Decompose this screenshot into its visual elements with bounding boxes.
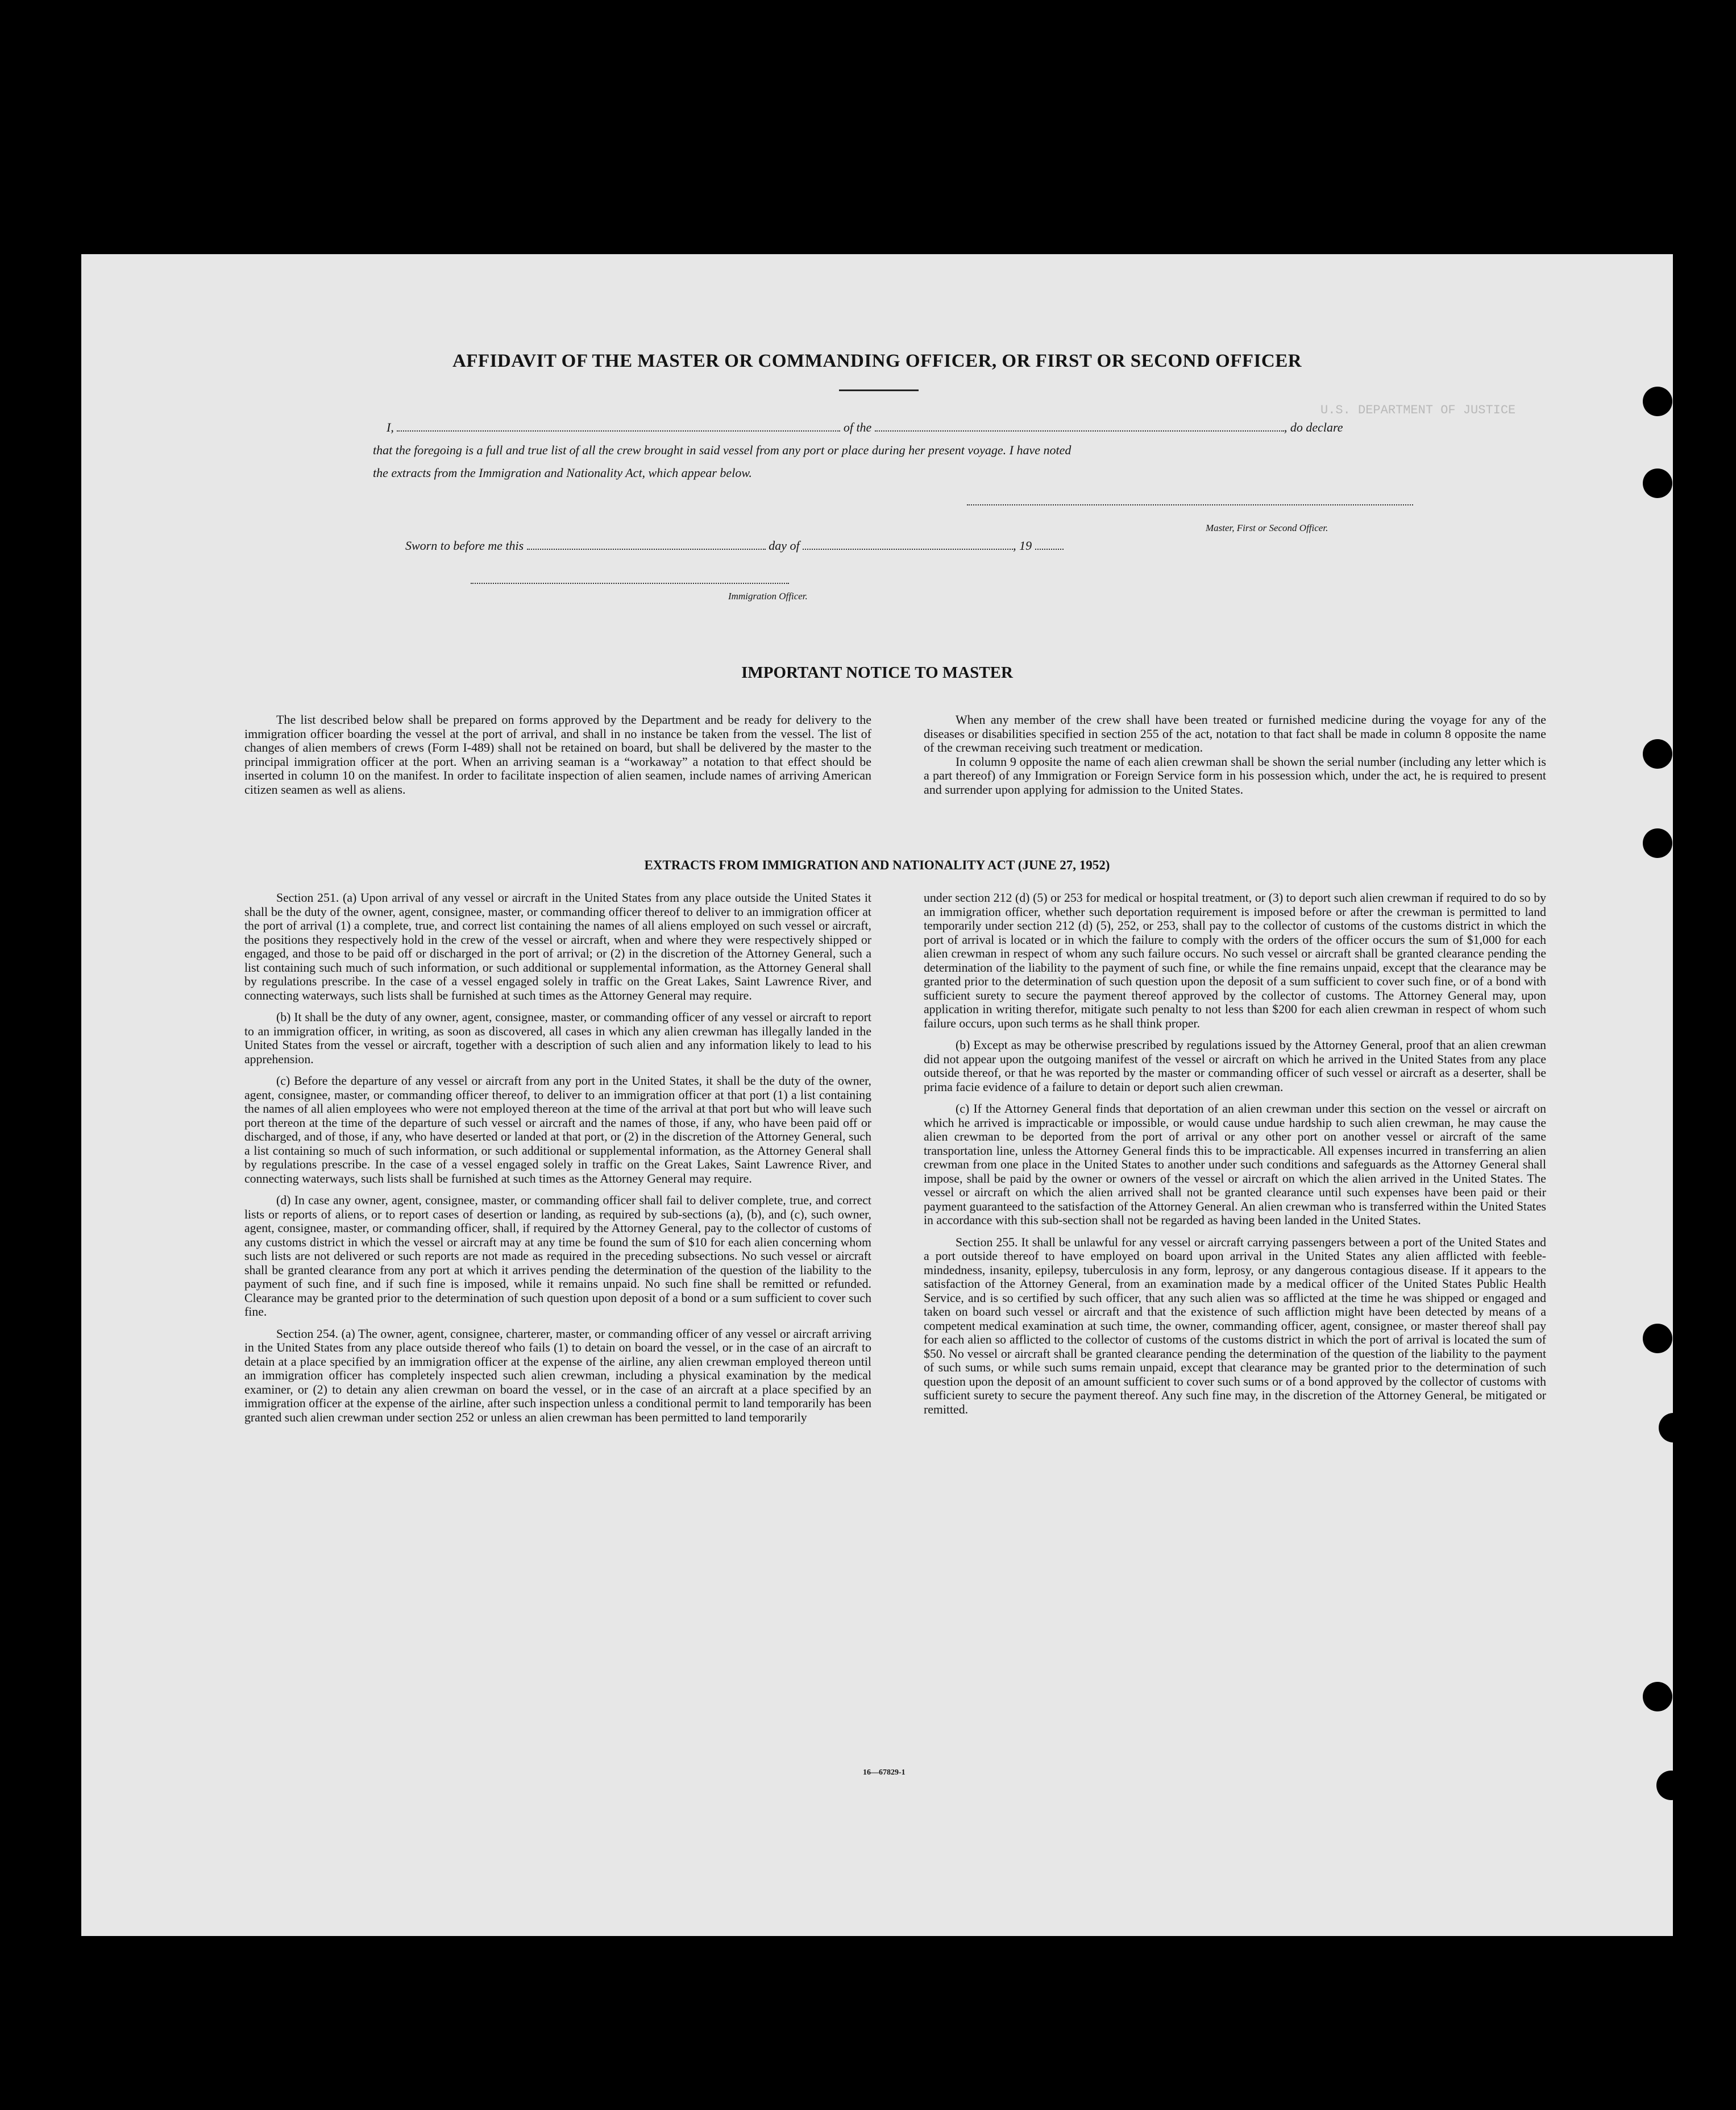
binder-hole — [1643, 828, 1672, 858]
notice-right-column — [924, 713, 1546, 797]
notice-title: IMPORTANT NOTICE TO MASTER — [741, 664, 1013, 682]
binder-hole — [1656, 1771, 1686, 1800]
master-caption: Master, First or Second Officer. — [1206, 523, 1328, 533]
extracts-left-column — [244, 891, 871, 1424]
bleed-through-text: U.S. DEPARTMENT OF JUSTICE — [1320, 403, 1516, 417]
extracts-title: EXTRACTS FROM IMMIGRATION AND NATIONALITY ACT (JUNE 27, 1952) — [644, 858, 1110, 872]
binder-hole — [1643, 387, 1672, 416]
section-251-b: (b) It shall be the duty of any owner, agent, consignee, master, or commanding officer of any vessel or aircraft to report to an immigration officer, in writing, as soon as discovered, all cases in which any alien crewman has illegally landed in the United States from the vessel or aircraft, together with a description of such alien and any information likely to lead to his apprehension. — [244, 1010, 871, 1066]
binder-hole — [1659, 1413, 1688, 1442]
sworn-year-field[interactable] — [1035, 549, 1064, 550]
immigration-officer-signature-field[interactable] — [471, 583, 789, 584]
vessel-name-field[interactable] — [875, 430, 1284, 432]
sworn-line: Sworn to before me this day of , 19 — [405, 538, 1315, 553]
extracts-right-column — [924, 891, 1546, 1416]
declaration-line: I, of the , do declare — [387, 420, 1343, 434]
section-254-a: Section 254. (a) The owner, agent, consignee, charterer, master, or commanding officer of any vessel or aircraft arriving in the United States from any place outside thereof who fails (1) to detain on board the vessel, or in the case of an aircraft to detain at a place specified by an immigration officer at the expense of the airline, any alien crewman employed thereon until an immigration officer has completely inspected such alien crewman, including a physical examination by the medical examiner, or (2) to detain any alien crewman on board the vessel, or in the case of an aircraft at a place specified by an immigration officer at the expense of the airline, after such inspection unless a conditional permit to land temporarily has been granted such alien crewman under section 252 or unless an alien crewman has been permitted to land temporarily — [244, 1326, 871, 1424]
declaration-text-line-2: that the foregoing is a full and true list of all the crew brought in said vessel from any port or place during her present voyage. I have noted — [373, 443, 1071, 457]
section-254-c: (c) If the Attorney General finds that deportation of an alien crewman under this section on the vessel or aircraft on which he arrived is impracticable or impossible, or would cause undue hardship to such alien crewman, he may cause the alien crewman to be deported from the port of arrival or any other port on another vessel or aircraft of the same transportation line, unless the Attorney General finds this to be impracticable. All expenses incurred in transferring an alien crewman from one place in the United States to another under such conditions and safeguards as the Attorney General shall impose, shall be paid by the owner or owners of the vessel or aircraft on which the alien arrived in the United States. The vessel or aircraft on which the alien arrived shall not be granted clearance until such expenses have been paid or their payment guaranteed to the satisfaction of the Attorney General. An alien crewman who is transferred within the United States in accordance with this sub-section shall not be regarded as having been landed in the United States. — [924, 1102, 1546, 1227]
declarant-name-field[interactable] — [397, 430, 840, 432]
section-255: Section 255. It shall be unlawful for any vessel or aircraft carrying passengers between a port of the United States and a port outside thereof to have employed on board upon arrival in the United States any alien afflicted with feeble-mindedness, insanity, epilepsy, tuberculosis in any form, leprosy, or any dangerous contagious disease. If it appears to the satisfaction of the Attorney General, from an examination made by a medical officer of the United States Public Health Service, and is so certified by such officer, that any such alien was so afflicted at the time he was shipped or engaged and taken on board such vessel or aircraft and that the existence of such affliction might have been detected by means of a competent medical examination at such time, the owner, commanding officer, agent, consignee, or master thereof shall pay for each alien so afflicted to the collector of customs of the customs district in which the port of arrival is located the sum of $50. No vessel or aircraft shall be granted clearance pending the determination of the question of the liability to the payment of such sums, or while such sums remain unpaid, except that clearance may be granted prior to the determination of such question upon the deposit of an amount sufficient to cover such sums or of a bond approved by the collector of customs with sufficient surety to secure the payment thereof. Any such fine may, in the discretion of the Attorney General, be mitigated or remitted. — [924, 1235, 1546, 1416]
section-254-a-continued: under section 212 (d) (5) or 253 for medical or hospital treatment, or (3) to deport such alien crewman if required to do so by an immigration officer, whether such deportation requirement is imposed before or after the crewman is permitted to land temporarily under section 212 (d) (5), 252, or 253, shall pay to the collector of customs of the customs district in which the port of arrival is located or in which the failure to comply with the orders of the officer occurs the sum of $1,000 for each alien crewman in respect of whom any such failure occurs. No such vessel or aircraft shall be granted clearance pending the determination of the liability to the payment of such fine, or while the fine remains unpaid, except that the clearance may be granted prior to the determination of such question upon the deposit of a sum sufficient to cover such fine, or of a bond with sufficient surety to secure the payment thereof approved by the collector of customs. The Attorney General may, upon application in writing therefor, mitigate such penalty to not less than $200 for each alien crewman in respect of whom such failure occurs, upon such terms as he shall think proper. — [924, 891, 1546, 1030]
declaration-text-line-3: the extracts from the Immigration and Nationality Act, which appear below. — [373, 466, 752, 480]
officer-caption: Immigration Officer. — [728, 591, 808, 602]
section-251-c: (c) Before the departure of any vessel or aircraft from any port in the United States, it shall be the duty of the owner, agent, consignee, master, or commanding officer thereof, to deliver to an immigration officer at that port (1) a list containing the names of all alien employees who were not employed thereon at the time of the arrival at that port but who will leave such port thereon at the time of the departure of such vessel or aircraft and the names of those, if any, who have been paid off or discharged, and of those, if any, who have deserted or landed at that port, or (2) in the discretion of the Attorney General, such a list containing so much of such information, or such additional or supplemental information, as the Attorney General shall by regulations prescribe. In the case of a vessel engaged solely in traffic on the Great Lakes, Saint Lawrence River, and connecting waterways, such lists shall be furnished at such times as the Attorney General may require. — [244, 1074, 871, 1185]
form-code: 16—67829-1 — [863, 1768, 906, 1777]
section-251-d: (d) In case any owner, agent, consignee, master, or commanding officer shall fail to deliver complete, true, and correct lists or reports of aliens, or to report cases of desertion or landing, as required by sub-sections (a), (b), and (c), such owner, agent, consignee, master, or commanding officer, shall, if required by the Attorney General, pay to the collector of customs of any customs district in which the vessel or aircraft may at any time be found the sum of $10 for each alien concerning whom such lists are not delivered or such reports are not made as required in the preceding subsections. No such vessel or aircraft shall be granted clearance from any port at which it arrives pending the determination of the question of the liability to the payment of such fine, and if such fine is imposed, while it remains unpaid. No such fine shall be remitted or refunded. Clearance may be granted prior to the determination of such question upon deposit of a bond or a sum sufficient to cover such fine. — [244, 1193, 871, 1319]
binder-hole — [1643, 739, 1672, 769]
binder-hole — [1643, 469, 1672, 498]
section-254-b: (b) Except as may be otherwise prescribed by regulations issued by the Attorney General, proof that an alien crewman did not appear upon the outgoing manifest of the vessel or aircraft on which he arrived in the United States from any place outside thereof, or that he was reported by the master or commanding officer of such vessel or aircraft as a deserter, shall be prima facie evidence of a failure to detain or deport such alien crewman. — [924, 1038, 1546, 1094]
sworn-day-field[interactable] — [527, 549, 766, 550]
title-rule — [839, 389, 919, 391]
notice-right-paragraph-2: In column 9 opposite the name of each alien crewman shall be shown the serial number (including any letter which is a part thereof) of any Immigration or Foreign Service form in his possession which, under the act, he is required to present and surrender upon applying for admission to the United States. — [924, 754, 1546, 797]
notice-left-column — [244, 713, 871, 797]
affidavit-title: AFFIDAVIT OF THE MASTER OR COMMANDING OFFICER, OR FIRST OR SECOND OFFICER — [452, 351, 1302, 371]
form-page — [81, 254, 1673, 1936]
sworn-month-field[interactable] — [803, 549, 1013, 550]
binder-hole — [1643, 1324, 1672, 1353]
master-signature-field[interactable] — [967, 504, 1413, 505]
section-251-a: Section 251. (a) Upon arrival of any vessel or aircraft in the United States from any place outside the United States it shall be the duty of the owner, agent, consignee, master, or commanding officer thereof to deliver to an immigration officer at the port of arrival (1) a complete, true, and correct list containing the names of all aliens employed on such vessel or aircraft, the positions they respectively hold in the crew of the vessel or aircraft, when and where they were respectively shipped or engaged, and those to be paid off or discharged in the port of arrival; or (2) in the discretion of the Attorney General, such a list containing such much of such information, or such additional or supplemental information, as the Attorney General shall by regulations prescribe. In the case of a vessel engaged solely in traffic on the Great Lakes, Saint Lawrence River, and connecting waterways, such lists shall be furnished at such times as the Attorney General may require. — [244, 891, 871, 1002]
notice-left-paragraph: The list described below shall be prepared on forms approved by the Department and be ready for delivery to the immigration officer boarding the vessel at the port of arrival, and shall in no instance be taken from the vessel. The list of changes of alien members of crews (Form I-489) shall not be retained on board, but shall be delivered by the master to the principal immigration officer at the port. When an arriving seaman is a “workaway” a notation to that effect should be inserted in column 10 on the manifest. In order to facilitate inspection of alien seamen, include names of arriving American citizen seamen as well as aliens. — [244, 712, 871, 797]
binder-hole — [1643, 1682, 1672, 1711]
notice-right-paragraph-1: When any member of the crew shall have been treated or furnished medicine during the voyage for any of the diseases or disabilities specified in section 255 of the act, notation to that fact shall be made in column 8 opposite the name of the crewman receiving such treatment or medication. — [924, 712, 1546, 755]
